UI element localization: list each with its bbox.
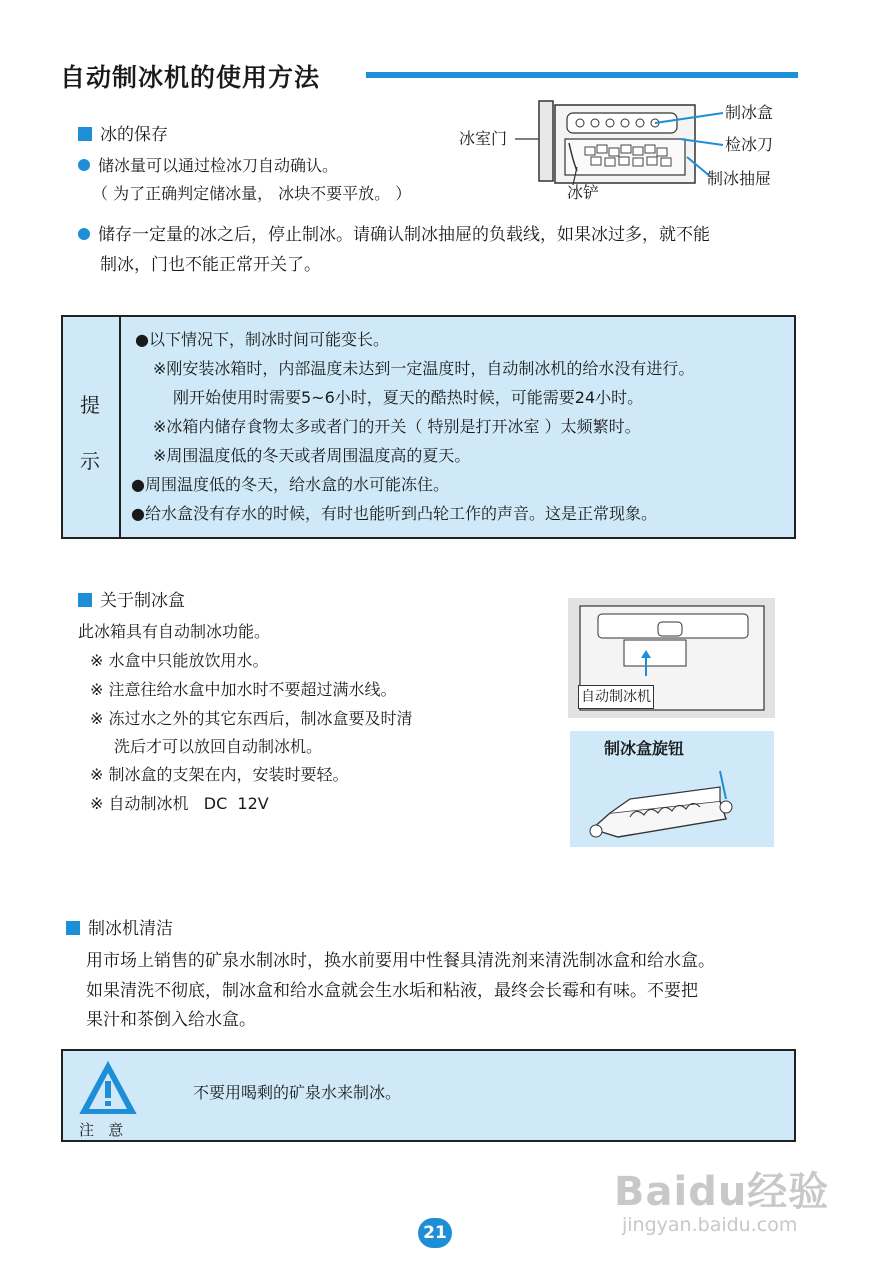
watermark-url: jingyan.baidu.com: [622, 1214, 798, 1236]
ice-tray-note: 洗后才可以放回自动制冰机。: [114, 737, 323, 756]
round-bullet-icon: [78, 159, 90, 171]
page-number: 21: [418, 1218, 452, 1248]
label-ice-knife: 检冰刀: [725, 135, 774, 154]
tip-line: ※周围温度低的冬天或者周围温度高的夏天。: [153, 446, 471, 465]
tip-label-top: 提: [80, 393, 100, 417]
ice-tray-intro: 此冰箱具有自动制冰功能。: [78, 622, 271, 641]
tip-divider: [119, 317, 121, 537]
ice-tray-illustration: [570, 761, 774, 847]
tip-line: ●给水盒没有存水的时候，有时也能听到凸轮工作的声音。这是正常现象。: [131, 504, 657, 523]
caution-text: 不要用喝剩的矿泉水来制冰。: [193, 1083, 402, 1102]
title-rule: [366, 72, 798, 78]
watermark-brand: Baidu经验: [614, 1169, 830, 1215]
tip-line: 刚开始使用时需要5~6小时，夏天的酷热时候，可能需要24小时。: [173, 388, 644, 407]
storage-bullet-1: 储冰量可以通过检冰刀自动确认。: [78, 152, 338, 180]
ice-maker-diagram: [568, 598, 775, 718]
section-heading-ice-storage: 冰的保存: [78, 120, 168, 150]
label-ice-drawer: 制冰抽屉: [707, 169, 772, 188]
tip-box: [61, 315, 796, 539]
ice-tray-note: ※ 注意往给水盒中加水时不要超过满水线。: [90, 680, 397, 699]
cleaning-line: 如果清洗不彻底，制冰盒和给水盒就会生水垢和粘液，最终会长霉和有味。不要把: [86, 981, 698, 1001]
tip-line: ●以下情况下，制冰时间可能变长。: [135, 330, 389, 349]
label-tray-knob: 制冰盒旋钮: [604, 739, 685, 758]
tip-line: ※冰箱内储存食物太多或者门的开关（ 特别是打开冰室 ）太频繁时。: [153, 417, 641, 436]
tip-lines: [131, 325, 695, 528]
label-ice-scoop: 冰铲: [567, 183, 600, 202]
ice-tray-note: ※ 制冰盒的支架在内，安装时要轻。: [90, 765, 349, 784]
ice-tray-note: ※ 冻过水之外的其它东西后，制冰盒要及时清: [90, 709, 413, 728]
label-ice-door: 冰室门: [459, 129, 508, 148]
label-auto-icemaker: 自动制冰机: [578, 685, 654, 709]
ice-tray-note: ※ 自动制冰机 DC 12V: [90, 794, 269, 813]
section-heading-ice-tray: 关于制冰盒: [78, 586, 185, 616]
storage-bullet-2-cont: 制冰，门也不能正常开关了。: [100, 255, 321, 275]
page-title: 自动制冰机的使用方法: [60, 63, 321, 92]
tip-label-bottom: 示: [80, 449, 100, 473]
tip-line: ●周围温度低的冬天，给水盒的水可能冻住。: [131, 475, 449, 494]
warning-triangle-icon: [77, 1059, 139, 1117]
square-bullet-icon: [66, 921, 80, 935]
round-bullet-icon: [78, 228, 90, 240]
ice-tray-knob-diagram: [570, 731, 774, 847]
storage-bullet-1-note: （ 为了正确判定储冰量， 冰块不要平放。 ）: [92, 184, 412, 203]
storage-bullet-2: 储存一定量的冰之后，停止制冰。请确认制冰抽屉的负载线，如果冰过多，就不能: [78, 220, 710, 250]
ice-tray-note: ※ 水盒中只能放饮用水。: [90, 651, 269, 670]
label-ice-tray: 制冰盒: [725, 103, 774, 122]
tip-line: ※刚安装冰箱时，内部温度未达到一定温度时，自动制冰机的给水没有进行。: [153, 359, 695, 378]
square-bullet-icon: [78, 593, 92, 607]
cleaning-line: 用市场上销售的矿泉水制冰时，换水前要用中性餐具清洗剂来清洗制冰盒和给水盒。: [86, 951, 715, 971]
caution-box: [61, 1049, 796, 1142]
caution-label: 注 意: [79, 1121, 124, 1139]
section-heading-cleaning: 制冰机清洁: [66, 914, 173, 944]
square-bullet-icon: [78, 127, 92, 141]
ice-drawer-diagram: [455, 95, 795, 205]
cleaning-line: 果汁和茶倒入给水盒。: [86, 1010, 256, 1030]
